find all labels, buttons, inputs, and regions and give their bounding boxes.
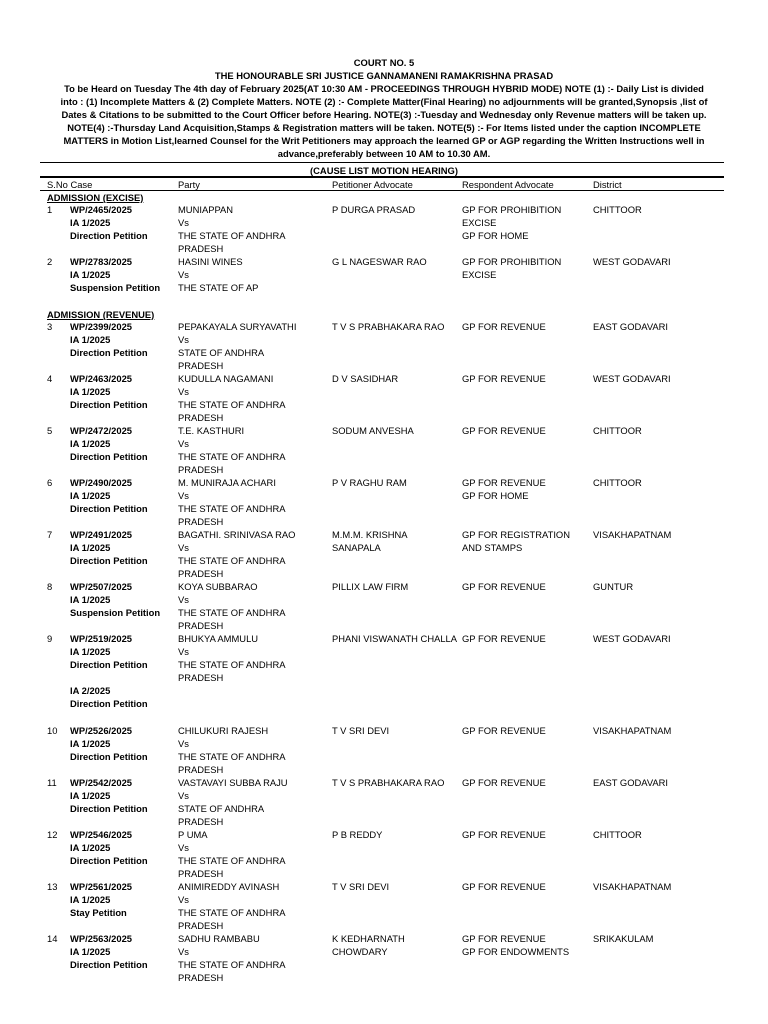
column-header-respondent-advocate: Respondent Advocate xyxy=(462,179,554,190)
respondent-advocate-line: GP FOR REVENUE xyxy=(462,881,546,892)
respondent-advocate xyxy=(462,255,561,281)
party-names-line: CHILUKURI RAJESH xyxy=(178,725,269,736)
party-names-line: Vs xyxy=(178,438,189,450)
party-names-line: THE STATE OF ANDHRA xyxy=(178,959,286,971)
party-names xyxy=(178,724,285,776)
district: CHITTOOR xyxy=(593,204,642,215)
case-number xyxy=(70,528,148,567)
case-number-line: Stay Petition xyxy=(70,907,127,919)
case-number-line: IA 1/2025 xyxy=(70,790,111,802)
party-names xyxy=(178,580,285,632)
respondent-advocate-line: GP FOR ENDOWMENTS xyxy=(462,946,570,958)
party-names-line: Vs xyxy=(178,386,189,398)
petitioner-advocate-line: T V S PRABHAKARA RAO xyxy=(332,777,445,788)
party-names-line: PRADESH xyxy=(178,568,224,580)
petitioner-advocate-line: T V SRI DEVI xyxy=(332,881,390,892)
party-names-line: KUDULLA NAGAMANI xyxy=(178,373,274,384)
serial-number: 2 xyxy=(47,256,53,267)
serial-number: 4 xyxy=(47,373,53,384)
case-number-line: WP/2463/2025 xyxy=(70,373,133,384)
case-number xyxy=(70,203,148,242)
petitioner-advocate-line: PILLIX LAW FIRM xyxy=(332,581,409,592)
respondent-advocate xyxy=(462,828,546,841)
petitioner-advocate xyxy=(332,372,398,385)
respondent-advocate-line: GP FOR REVENUE xyxy=(462,425,546,436)
respondent-advocate xyxy=(462,372,546,385)
respondent-advocate xyxy=(462,320,546,333)
party-names-line: THE STATE OF ANDHRA xyxy=(178,659,286,671)
district: EAST GODAVARI xyxy=(593,777,669,788)
serial-number: 5 xyxy=(47,425,53,436)
case-number-line: WP/2490/2025 xyxy=(70,477,133,488)
district: VISAKHAPATNAM xyxy=(593,725,672,736)
party-names-line: THE STATE OF ANDHRA xyxy=(178,607,286,619)
case-number xyxy=(70,880,132,919)
party-names-line: Vs xyxy=(178,490,189,502)
case-number-line: IA 1/2025 xyxy=(70,894,111,906)
case-number-line: IA 1/2025 xyxy=(70,386,111,398)
respondent-advocate-line: GP FOR REVENUE xyxy=(462,777,546,788)
party-names-line: Vs xyxy=(178,594,189,606)
case-number-line: Direction Petition xyxy=(70,555,148,567)
party-names xyxy=(178,424,285,476)
respondent-advocate-line: GP FOR REVENUE xyxy=(462,321,546,332)
case-number-line: Direction Petition xyxy=(70,803,148,815)
party-names-line: PRADESH xyxy=(178,464,224,476)
respondent-advocate-line: GP FOR PROHIBITION xyxy=(462,204,562,215)
case-number xyxy=(70,828,148,867)
case-number xyxy=(70,632,148,711)
party-names-line: Vs xyxy=(178,842,189,854)
case-number-line: IA 1/2025 xyxy=(70,490,111,502)
district: CHITTOOR xyxy=(593,425,642,436)
party-names xyxy=(178,528,295,580)
petitioner-advocate-line: PHANI VISWANATH CHALLA xyxy=(332,633,458,644)
party-names-line: M. MUNIRAJA ACHARI xyxy=(178,477,276,488)
party-names xyxy=(178,320,296,372)
district: VISAKHAPATNAM xyxy=(593,881,672,892)
hearing-note-line: To be Heard on Tuesday The 4th day of February 2025(AT 10:30 AM - PROCEEDINGS THROUGH HYBRID MODE) NOTE (1) :- Daily List is divided xyxy=(64,83,704,94)
respondent-advocate-line: GP FOR REVENUE xyxy=(462,633,546,644)
case-number-line: Direction Petition xyxy=(70,659,148,671)
column-header-district: District xyxy=(593,179,622,190)
column-header-party: Party xyxy=(178,179,200,190)
case-number-line: WP/2472/2025 xyxy=(70,425,133,436)
respondent-advocate-line: GP FOR REGISTRATION xyxy=(462,529,570,540)
respondent-advocate xyxy=(462,776,546,789)
district: WEST GODAVARI xyxy=(593,256,671,267)
party-names-line: THE STATE OF AP xyxy=(178,282,259,294)
respondent-advocate-line: GP FOR REVENUE xyxy=(462,829,546,840)
case-number xyxy=(70,776,148,815)
petitioner-advocate-line: D V SASIDHAR xyxy=(332,373,399,384)
respondent-advocate xyxy=(462,476,546,502)
respondent-advocate xyxy=(462,880,546,893)
party-names-line: MUNIAPPAN xyxy=(178,204,234,215)
case-number-line: IA 1/2025 xyxy=(70,542,111,554)
case-number-line: WP/2546/2025 xyxy=(70,829,133,840)
party-names xyxy=(178,255,258,294)
case-number-line: WP/2561/2025 xyxy=(70,881,133,892)
party-names-line: PRADESH xyxy=(178,816,224,828)
party-names-line: THE STATE OF ANDHRA xyxy=(178,751,286,763)
serial-number: 8 xyxy=(47,581,53,592)
case-number-line: IA 1/2025 xyxy=(70,269,111,281)
party-names-line: KOYA SUBBARAO xyxy=(178,581,258,592)
petitioner-advocate xyxy=(332,880,389,893)
case-number-line: IA 1/2025 xyxy=(70,646,111,658)
case-number xyxy=(70,255,160,294)
case-number-line: WP/2519/2025 xyxy=(70,633,133,644)
respondent-advocate-line: GP FOR REVENUE xyxy=(462,477,546,488)
petitioner-advocate-line: T V S PRABHAKARA RAO xyxy=(332,321,445,332)
party-names-line: PRADESH xyxy=(178,672,224,684)
petitioner-advocate xyxy=(332,724,389,737)
divider xyxy=(40,190,724,191)
party-names-line: PRADESH xyxy=(178,972,224,984)
respondent-advocate xyxy=(462,528,570,554)
respondent-advocate-line: GP FOR HOME xyxy=(462,490,529,502)
party-names-line: PRADESH xyxy=(178,243,224,255)
district: SRIKAKULAM xyxy=(593,933,654,944)
party-names-line: Vs xyxy=(178,542,189,554)
party-names-line: THE STATE OF ANDHRA xyxy=(178,907,286,919)
case-number-line: WP/2465/2025 xyxy=(70,204,133,215)
petitioner-advocate xyxy=(332,255,427,268)
case-number xyxy=(70,320,148,359)
party-names-line: VASTAVAYI SUBBA RAJU xyxy=(178,777,288,788)
case-number-line: Suspension Petition xyxy=(70,282,161,294)
case-number xyxy=(70,932,148,971)
party-names-line: BAGATHI. SRINIVASA RAO xyxy=(178,529,296,540)
party-names xyxy=(178,476,285,528)
case-number-line: Direction Petition xyxy=(70,503,148,515)
party-names-line: Vs xyxy=(178,894,189,906)
party-names-line: HASINI WINES xyxy=(178,256,243,267)
party-names-line: P UMA xyxy=(178,829,208,840)
hearing-note-line: NOTE(4) :-Thursday Land Acquisition,Stamps & Registration matters will be taken. NOTE(5) :- For Items listed under the caption INCOMPLETE xyxy=(67,122,701,133)
party-names xyxy=(178,203,285,255)
party-names-line: Vs xyxy=(178,738,189,750)
party-names-line: BHUKYA AMMULU xyxy=(178,633,259,644)
party-names-line: PRADESH xyxy=(178,868,224,880)
hearing-note-line: Dates & Citations to be submitted to the Court Officer before Hearing. NOTE(3) :-Tuesday and Wednesday only Revenue matters will be taken up. xyxy=(61,109,707,120)
case-number-line: Direction Petition xyxy=(70,399,148,411)
case-number xyxy=(70,724,148,763)
party-names-line: Vs xyxy=(178,217,189,229)
respondent-advocate-line: AND STAMPS xyxy=(462,542,523,554)
petitioner-advocate xyxy=(332,476,407,489)
respondent-advocate xyxy=(462,724,546,737)
petitioner-advocate-line: CHOWDARY xyxy=(332,946,388,958)
column-header-petitioner-advocate: Petitioner Advocate xyxy=(332,179,413,190)
respondent-advocate-line: EXCISE xyxy=(462,217,497,229)
party-names xyxy=(178,828,285,880)
party-names-line: THE STATE OF ANDHRA xyxy=(178,451,286,463)
party-names-line: PRADESH xyxy=(178,516,224,528)
case-number-line: Direction Petition xyxy=(70,751,148,763)
respondent-advocate xyxy=(462,203,561,242)
party-names-line: Vs xyxy=(178,646,189,658)
party-names-line: ANIMIREDDY AVINASH xyxy=(178,881,280,892)
serial-number: 3 xyxy=(47,321,53,332)
respondent-advocate xyxy=(462,424,546,437)
respondent-advocate xyxy=(462,932,569,958)
serial-number: 6 xyxy=(47,477,53,488)
serial-number: 11 xyxy=(47,777,57,788)
section-title-admission-revenue: ADMISSION (REVENUE) xyxy=(47,309,155,320)
case-number-line: WP/2399/2025 xyxy=(70,321,133,332)
party-names-line: Vs xyxy=(178,269,189,281)
petitioner-advocate-line: P V RAGHU RAM xyxy=(332,477,407,488)
petitioner-advocate xyxy=(332,203,415,216)
case-number-line: IA 2/2025 xyxy=(70,685,111,697)
petitioner-advocate-line: K KEDHARNATH xyxy=(332,933,405,944)
party-names-line: STATE OF ANDHRA xyxy=(178,803,265,815)
petitioner-advocate xyxy=(332,424,414,437)
party-names-line: Vs xyxy=(178,790,189,802)
party-names-line: THE STATE OF ANDHRA xyxy=(178,555,286,567)
petitioner-advocate-line: G L NAGESWAR RAO xyxy=(332,256,427,267)
section-title-admission-excise: ADMISSION (EXCISE) xyxy=(47,192,144,203)
case-number xyxy=(70,580,160,619)
district: CHITTOOR xyxy=(593,477,642,488)
case-number-line: IA 1/2025 xyxy=(70,438,111,450)
petitioner-advocate xyxy=(332,932,405,958)
party-names xyxy=(178,632,285,684)
party-names-line: Vs xyxy=(178,334,189,346)
respondent-advocate-line: GP FOR REVENUE xyxy=(462,725,546,736)
case-number xyxy=(70,476,148,515)
case-number-line: IA 1/2025 xyxy=(70,738,111,750)
hearing-note-line: into : (1) Incomplete Matters & (2) Complete Matters. NOTE (2) :- Complete Matter(Final Hearing) no adjournments will be granted,Synopsis ,list of xyxy=(60,96,708,107)
district: GUNTUR xyxy=(593,581,634,592)
serial-number: 14 xyxy=(47,933,58,944)
petitioner-advocate xyxy=(332,528,408,554)
party-names xyxy=(178,372,285,424)
respondent-advocate-line: GP FOR REVENUE xyxy=(462,373,546,384)
hearing-notes xyxy=(40,82,728,160)
case-number-line: IA 1/2025 xyxy=(70,842,111,854)
party-names-line: PRADESH xyxy=(178,620,224,632)
case-number xyxy=(70,424,148,463)
district: EAST GODAVARI xyxy=(593,321,669,332)
case-number-line: Direction Petition xyxy=(70,959,148,971)
petitioner-advocate xyxy=(332,776,444,789)
hearing-note-line: advance,preferably between 10 AM to 10.30 AM. xyxy=(277,148,491,159)
petitioner-advocate xyxy=(332,632,457,645)
respondent-advocate xyxy=(462,632,546,645)
column-header-sno-case: S.No Case xyxy=(47,179,93,190)
party-names xyxy=(178,776,288,828)
petitioner-advocate-line: SANAPALA xyxy=(332,542,381,554)
serial-number: 13 xyxy=(47,881,58,892)
serial-number: 7 xyxy=(47,529,53,540)
district: WEST GODAVARI xyxy=(593,633,671,644)
case-number-line: WP/2542/2025 xyxy=(70,777,133,788)
court-number: COURT NO. 5 xyxy=(353,57,415,68)
respondent-advocate-line: GP FOR PROHIBITION xyxy=(462,256,562,267)
serial-number: 10 xyxy=(47,725,58,736)
party-names-line: THE STATE OF ANDHRA xyxy=(178,503,286,515)
case-number-line xyxy=(70,671,148,684)
case-number-line: WP/2526/2025 xyxy=(70,725,133,736)
judge-name: THE HONOURABLE SRI JUSTICE GANNAMANENI RAMAKRISHNA PRASAD xyxy=(214,70,554,81)
serial-number: 9 xyxy=(47,633,53,644)
serial-number: 12 xyxy=(47,829,58,840)
respondent-advocate-line: GP FOR HOME xyxy=(462,230,529,242)
case-number-line: IA 1/2025 xyxy=(70,594,111,606)
party-names-line: THE STATE OF ANDHRA xyxy=(178,855,286,867)
case-number-line: Direction Petition xyxy=(70,347,148,359)
case-number-line: WP/2783/2025 xyxy=(70,256,133,267)
party-names-line: PRADESH xyxy=(178,360,224,372)
divider xyxy=(40,162,724,163)
hearing-note-line: MATTERS in Motion List,learned Counsel for the Writ Petitioners may approach the learned GP or AGP regarding the Written Instructions well in xyxy=(63,135,705,146)
petitioner-advocate-line: P DURGA PRASAD xyxy=(332,204,416,215)
petitioner-advocate xyxy=(332,580,408,593)
petitioner-advocate xyxy=(332,320,444,333)
respondent-advocate-line: GP FOR REVENUE xyxy=(462,581,546,592)
petitioner-advocate-line: M.M.M. KRISHNA xyxy=(332,529,408,540)
party-names-line: PRADESH xyxy=(178,920,224,932)
case-number-line: WP/2491/2025 xyxy=(70,529,133,540)
party-names-line: Vs xyxy=(178,946,189,958)
party-names-line: PEPAKAYALA SURYAVATHI xyxy=(178,321,297,332)
case-number-line: Direction Petition xyxy=(70,698,148,710)
case-number-line: Direction Petition xyxy=(70,230,148,242)
case-number-line: IA 1/2025 xyxy=(70,217,111,229)
party-names-line: SADHU RAMBABU xyxy=(178,933,260,944)
serial-number: 1 xyxy=(47,204,53,215)
party-names-line: T.E. KASTHURI xyxy=(178,425,245,436)
case-number xyxy=(70,372,148,411)
district: CHITTOOR xyxy=(593,829,642,840)
party-names-line: THE STATE OF ANDHRA xyxy=(178,230,286,242)
case-number-line: WP/2563/2025 xyxy=(70,933,133,944)
case-number-line: Direction Petition xyxy=(70,451,148,463)
petitioner-advocate-line: SODUM ANVESHA xyxy=(332,425,414,436)
party-names-line: PRADESH xyxy=(178,412,224,424)
respondent-advocate-line: EXCISE xyxy=(462,269,497,281)
party-names-line: THE STATE OF ANDHRA xyxy=(178,399,286,411)
case-number-line: WP/2507/2025 xyxy=(70,581,133,592)
respondent-advocate-line: GP FOR REVENUE xyxy=(462,933,546,944)
party-names xyxy=(178,880,285,932)
respondent-advocate xyxy=(462,580,546,593)
party-names-line: STATE OF ANDHRA xyxy=(178,347,265,359)
party-names xyxy=(178,932,285,984)
district: VISAKHAPATNAM xyxy=(593,529,672,540)
petitioner-advocate xyxy=(332,828,382,841)
list-subtitle: (CAUSE LIST MOTION HEARING) xyxy=(310,165,458,176)
petitioner-advocate-line: P B REDDY xyxy=(332,829,383,840)
case-number-line: Direction Petition xyxy=(70,855,148,867)
case-number-line: Suspension Petition xyxy=(70,607,161,619)
petitioner-advocate-line: T V SRI DEVI xyxy=(332,725,390,736)
case-number-line: IA 1/2025 xyxy=(70,946,111,958)
district: WEST GODAVARI xyxy=(593,373,671,384)
party-names-line: PRADESH xyxy=(178,764,224,776)
case-number-line: IA 1/2025 xyxy=(70,334,111,346)
divider xyxy=(40,176,724,178)
